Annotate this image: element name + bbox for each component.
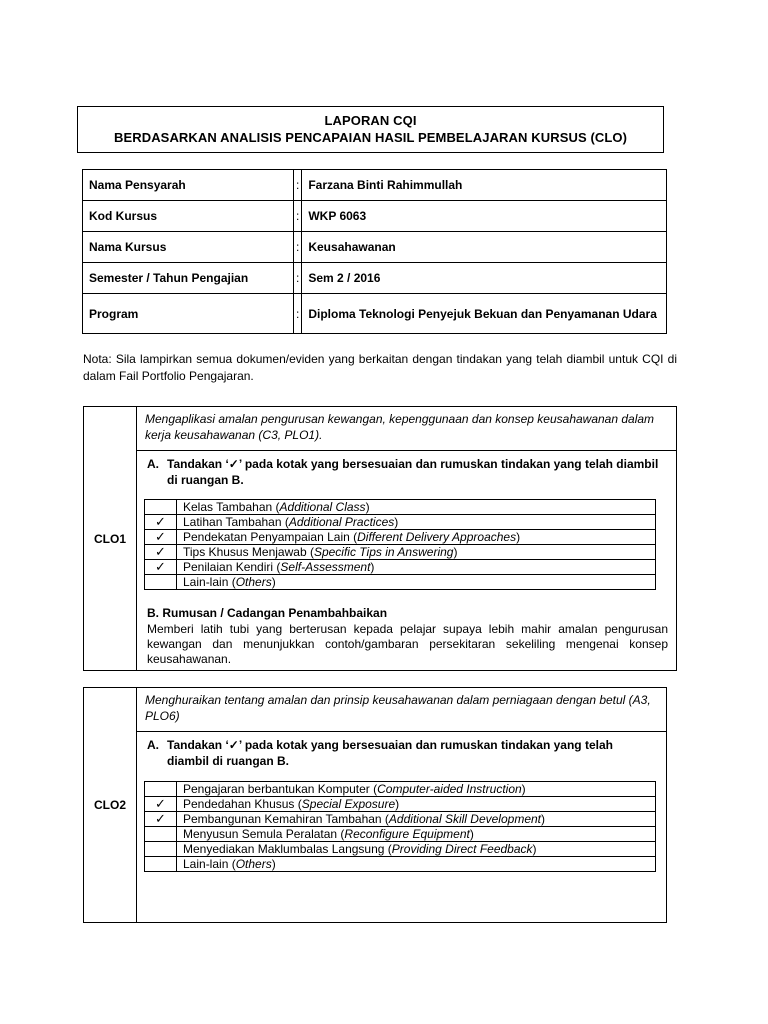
report-subtitle: BERDASARKAN ANALISIS PENCAPAIAN HASIL PEMBELAJARAN KURSUS (CLO)	[113, 130, 628, 145]
option-text: Latihan Tambahan (	[183, 515, 289, 529]
option-english: Additional Practices	[288, 515, 395, 529]
checkbox-cell[interactable]: ✓	[145, 515, 177, 530]
option-english: Reconfigure Equipment	[344, 827, 470, 841]
option-end: )	[365, 500, 370, 514]
info-separator: :	[294, 263, 302, 294]
clo2-description: Menghuraikan tentang amalan dan prinsip keusahawanan dalam perniagaan dengan betul (A3, PLO6)	[137, 688, 666, 732]
info-separator: :	[294, 232, 302, 263]
option-label	[177, 797, 656, 812]
option-row	[145, 515, 656, 530]
note-text: Nota: Sila lampirkan semua dokumen/eviden yang berkaitan dengan tindakan yang telah diambil untuk CQI di dalam Fail Portfolio Pengajaran.	[83, 352, 677, 383]
option-row	[145, 842, 656, 857]
option-text: Pendedahan Khusus (	[183, 797, 302, 811]
report-title-box	[77, 106, 664, 153]
option-english: Different Delivery Approaches	[357, 530, 517, 544]
option-english: Special Exposure	[301, 797, 396, 811]
option-end: )	[541, 812, 546, 826]
option-text: Pengajaran berbantukan Komputer (	[183, 782, 378, 796]
option-row	[145, 857, 656, 872]
option-end: )	[271, 575, 276, 589]
checkbox-cell[interactable]	[145, 782, 177, 797]
option-text: Pendekatan Penyampaian Lain (	[183, 530, 358, 544]
option-label	[177, 515, 656, 530]
option-row	[145, 797, 656, 812]
clo2-instruction-letter: A.	[147, 738, 159, 752]
option-end: )	[521, 782, 526, 796]
option-english: Others	[235, 575, 272, 589]
option-row	[145, 812, 656, 827]
clo1-options-table	[144, 499, 656, 590]
info-separator: :	[294, 170, 302, 201]
info-separator: :	[294, 294, 302, 334]
clo1-instruction	[137, 451, 676, 488]
clo2-instruction-text: Tandakan ‘✓’ pada kotak yang bersesuaian dan rumuskan tindakan yang telah diambil di ruangan B.	[167, 738, 613, 768]
option-text: Lain-lain (	[183, 857, 236, 871]
clo1-instruction-letter: A.	[147, 457, 159, 471]
option-text: Menyediakan Maklumbalas Langsung (	[183, 842, 392, 856]
info-value: WKP 6063	[302, 201, 667, 232]
option-label	[177, 545, 656, 560]
option-end: )	[532, 842, 537, 856]
clo1-description: Mengaplikasi amalan pengurusan kewangan, kepenggunaan dan konsep keusahawanan dalam kerja keusahawanan (C3, PLO1).	[137, 407, 676, 451]
info-key: Program	[83, 294, 294, 334]
option-label	[177, 812, 656, 827]
checkbox-cell[interactable]	[145, 827, 177, 842]
info-key: Kod Kursus	[83, 201, 294, 232]
option-end: )	[469, 827, 474, 841]
checkbox-cell[interactable]: ✓	[145, 530, 177, 545]
option-label	[177, 782, 656, 797]
option-english: Others	[235, 857, 272, 871]
info-key: Semester / Tahun Pengajian	[83, 263, 294, 294]
option-row	[145, 827, 656, 842]
option-row	[145, 575, 656, 590]
option-label	[177, 560, 656, 575]
info-value: Diploma Teknologi Penyejuk Bekuan dan Penyamanan Udara	[302, 294, 667, 334]
option-end: )	[394, 515, 399, 529]
option-label	[177, 530, 656, 545]
option-text: Lain-lain (	[183, 575, 236, 589]
option-text: Pembangunan Kemahiran Tambahan (	[183, 812, 389, 826]
option-english: Additional Class	[279, 500, 366, 514]
option-row	[145, 545, 656, 560]
course-info-table	[82, 169, 667, 334]
clo1-label: CLO1	[84, 407, 137, 670]
checkbox-cell[interactable]: ✓	[145, 560, 177, 575]
option-row	[145, 530, 656, 545]
checkbox-cell[interactable]	[145, 575, 177, 590]
checkbox-cell[interactable]	[145, 857, 177, 872]
option-end: )	[271, 857, 276, 871]
checkbox-cell[interactable]: ✓	[145, 812, 177, 827]
option-label	[177, 500, 656, 515]
info-row-course-code	[83, 201, 667, 232]
clo2-section	[83, 687, 667, 923]
info-value: Farzana Binti Rahimmullah	[302, 170, 667, 201]
clo1-b-heading: B. Rumusan / Cadangan Penambahbaikan	[147, 606, 388, 620]
option-text: Penilaian Kendiri (	[183, 560, 281, 574]
info-key: Nama Pensyarah	[83, 170, 294, 201]
clo1-b-text: Memberi latih tubi yang berterusan kepada pelajar supaya lebih mahir amalan pengurusan kewangan dan menunjukkan contoh/gambaran persekitaran sekeliling mengenai konsep keusahawanan.	[147, 622, 668, 666]
clo2-instruction	[137, 732, 666, 769]
option-row	[145, 500, 656, 515]
checkbox-cell[interactable]	[145, 842, 177, 857]
clo1-instruction-text: Tandakan ‘✓’ pada kotak yang bersesuaian dan rumuskan tindakan yang telah diambil di ruangan B.	[167, 457, 659, 487]
option-row	[145, 560, 656, 575]
info-value: Keusahawanan	[302, 232, 667, 263]
option-label	[177, 827, 656, 842]
option-english: Additional Skill Development	[388, 812, 542, 826]
info-separator: :	[294, 201, 302, 232]
checkbox-cell[interactable]	[145, 500, 177, 515]
option-english: Self-Assessment	[280, 560, 371, 574]
option-english: Computer-aided Instruction	[377, 782, 522, 796]
info-row-course-name	[83, 232, 667, 263]
option-text: Menyusun Semula Peralatan (	[183, 827, 345, 841]
info-value: Sem 2 / 2016	[302, 263, 667, 294]
info-row-lecturer	[83, 170, 667, 201]
option-text: Kelas Tambahan (	[183, 500, 280, 514]
option-end: )	[370, 560, 375, 574]
info-key: Nama Kursus	[83, 232, 294, 263]
checkbox-cell[interactable]: ✓	[145, 545, 177, 560]
option-english: Providing Direct Feedback	[391, 842, 533, 856]
checkbox-cell[interactable]: ✓	[145, 797, 177, 812]
info-row-semester	[83, 263, 667, 294]
option-end: )	[516, 530, 521, 544]
option-label	[177, 842, 656, 857]
report-title: LAPORAN CQI	[324, 113, 417, 128]
clo2-options-table	[144, 781, 656, 872]
clo2-label: CLO2	[84, 688, 137, 922]
info-row-program	[83, 294, 667, 334]
option-row	[145, 782, 656, 797]
option-end: )	[453, 545, 458, 559]
option-text: Tips Khusus Menjawab (	[183, 545, 314, 559]
option-label	[177, 575, 656, 590]
option-end: )	[395, 797, 400, 811]
option-label	[177, 857, 656, 872]
clo1-section	[83, 406, 677, 671]
option-english: Specific Tips in Answering	[313, 545, 454, 559]
